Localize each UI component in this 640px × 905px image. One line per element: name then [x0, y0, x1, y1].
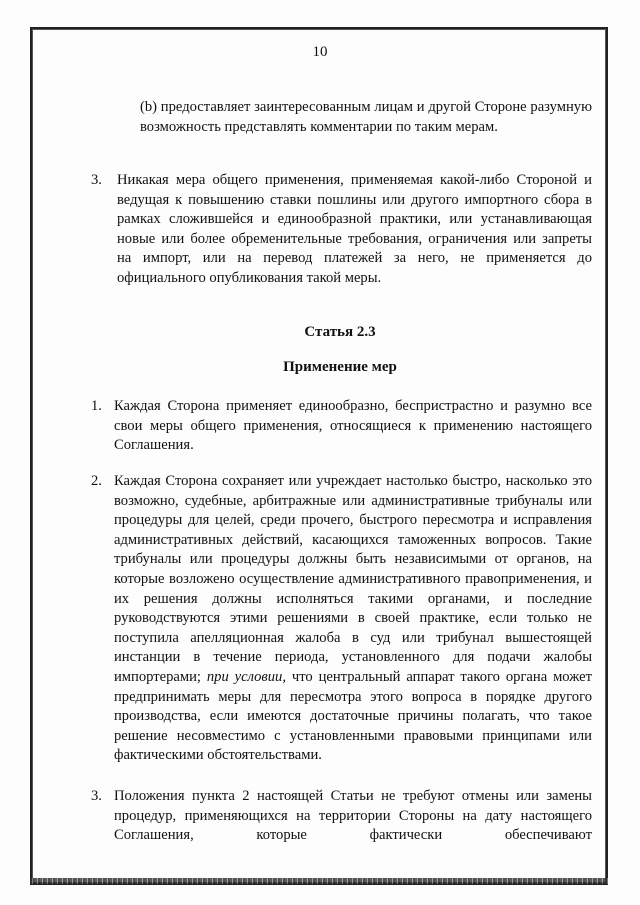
item-2-emphasis: при условии, [206, 668, 286, 685]
paragraph-number: 3. [91, 172, 102, 188]
item-number: 2. [91, 473, 102, 489]
item-number: 3. [91, 788, 102, 804]
page-border-bottom-edge [30, 878, 608, 884]
item-number: 1. [91, 398, 102, 414]
paragraph-3-prev: Никакая мера общего применения, применяемая какой-либо Стороной и ведущая к повышению ставки пошлины или другого импортного сбора в рамках сложившейся и единообразной практики, или устанавливающая новые или более обременительные требования, ограничения или запреты на импорт, или на перевод платежей за него, не применяется до официального опубликования такой меры. [117, 172, 592, 286]
item-2-text-part-1: Каждая Сторона сохраняет или учреждает настолько быстро, насколько это возможно, судебные, арбитражные или административные трибуналы или процедуры для целей, среди прочего, быстрого пересмотра и исправления административных действий, касающихся таможенных вопросов. Такие трибуналы или процедуры должны быть независимыми от органов, на которые возложено осуществление административного правоприменения, и их решения должны исполняться такими органами, и последние руководствуются этими решениями в своей практике, если только не поступила апелляционная жалоба в суд или трибунал вышестоящей инстанции в течение периода, установленного для подачи жалобы импортерами; [114, 473, 592, 685]
item-3-text: Положения пункта 2 настоящей Статьи не требуют отмены или замены процедур, применяющихся на территории Стороны на дату настоящего Соглашения, которые фактически обеспечивают [114, 788, 592, 844]
article-title: Статья 2.3 [304, 324, 376, 340]
page-number: 10 [312, 44, 328, 60]
item-2-text-part-2: что центральный аппарат такого органа может предпринимать меры для пересмотра этого вопроса в порядке другого производства, если имеются достаточные причины полагать, что такое решение несовместимо с установленными правовыми принципами или фактическими обстоятельствами. [114, 668, 592, 764]
paragraph-b-item: (b) предоставляет заинтересованным лицам и другой Стороне разумную возможность представлять комментарии по таким мерам. [140, 99, 592, 135]
article-subtitle: Применение мер [283, 359, 397, 375]
item-1-text: Каждая Сторона применяет единообразно, беспристрастно и разумно все свои меры общего применения, относящиеся к применению настоящего Соглашения. [114, 398, 592, 454]
item-2-text [114, 472, 592, 766]
